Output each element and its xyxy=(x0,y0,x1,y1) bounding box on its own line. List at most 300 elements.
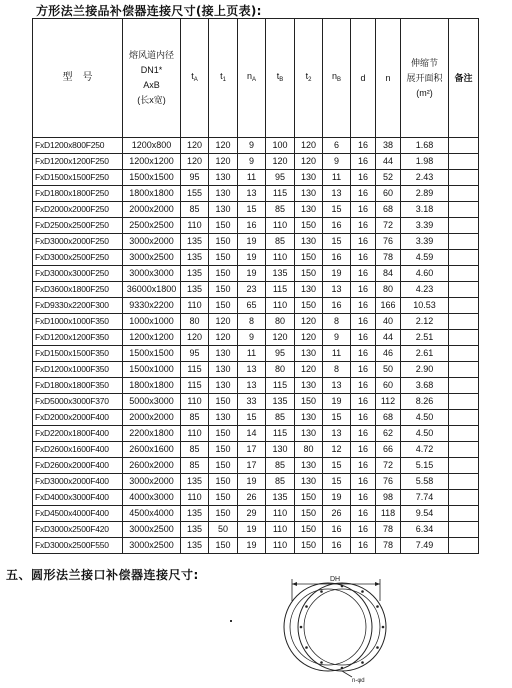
cell-nB: 16 xyxy=(323,298,351,314)
cell-nA: 11 xyxy=(238,346,266,362)
cell-tA: 135 xyxy=(181,506,209,522)
cell-tB: 95 xyxy=(266,346,295,362)
cell-nB: 16 xyxy=(323,218,351,234)
cell-t1: 130 xyxy=(209,186,238,202)
cell-tA: 85 xyxy=(181,202,209,218)
cell-tA: 110 xyxy=(181,218,209,234)
cell-note xyxy=(449,138,479,154)
table-row xyxy=(33,170,479,186)
cell-dn: 2500x2500 xyxy=(123,218,181,234)
cell-nA: 14 xyxy=(238,426,266,442)
cell-t1: 50 xyxy=(209,522,238,538)
cell-d: 16 xyxy=(351,282,376,298)
cell-nB: 15 xyxy=(323,474,351,490)
cell-nA: 17 xyxy=(238,442,266,458)
cell-area: 5.58 xyxy=(401,474,449,490)
cell-nA: 19 xyxy=(238,250,266,266)
cell-n: 76 xyxy=(376,234,401,250)
cell-t2: 150 xyxy=(295,522,323,538)
cell-model: FxD2500x2500F250 xyxy=(33,218,123,234)
cell-model: FxD5000x3000F370 xyxy=(33,394,123,410)
bolt-hole xyxy=(341,585,344,588)
cell-n: 46 xyxy=(376,346,401,362)
cell-nA: 19 xyxy=(238,234,266,250)
table-row xyxy=(33,442,479,458)
cell-n: 60 xyxy=(376,378,401,394)
cell-n: 166 xyxy=(376,298,401,314)
cell-t2: 150 xyxy=(295,298,323,314)
cell-tB: 80 xyxy=(266,362,295,378)
cell-note xyxy=(449,538,479,554)
cell-d: 16 xyxy=(351,250,376,266)
table-continuation-title: 方形法兰接品补偿器连接尺寸(接上页表): xyxy=(36,4,262,18)
cell-dn: 1200x1200 xyxy=(123,330,181,346)
cell-n: 44 xyxy=(376,154,401,170)
cell-t1: 120 xyxy=(209,138,238,154)
cell-model: FxD1200x1000F350 xyxy=(33,362,123,378)
cell-d: 16 xyxy=(351,410,376,426)
cell-note xyxy=(449,266,479,282)
table-row xyxy=(33,538,479,554)
cell-nA: 17 xyxy=(238,458,266,474)
cell-n: 40 xyxy=(376,314,401,330)
cell-tB: 120 xyxy=(266,154,295,170)
cell-n: 60 xyxy=(376,186,401,202)
cell-tB: 85 xyxy=(266,202,295,218)
cell-nB: 15 xyxy=(323,410,351,426)
cell-tA: 120 xyxy=(181,330,209,346)
cell-dn: 1200x1200 xyxy=(123,154,181,170)
cell-dn: 3000x2500 xyxy=(123,250,181,266)
cell-nB: 9 xyxy=(323,154,351,170)
cell-tB: 120 xyxy=(266,330,295,346)
cell-t2: 130 xyxy=(295,378,323,394)
bolt-hole xyxy=(305,646,308,649)
cell-note xyxy=(449,186,479,202)
cell-model: FxD3600x1800F250 xyxy=(33,282,123,298)
cell-note xyxy=(449,282,479,298)
cell-tB: 85 xyxy=(266,458,295,474)
bolt-hole xyxy=(382,626,385,629)
cell-tB: 135 xyxy=(266,266,295,282)
cell-tB: 115 xyxy=(266,186,295,202)
cell-nA: 13 xyxy=(238,362,266,378)
cell-nB: 16 xyxy=(323,522,351,538)
cell-t1: 130 xyxy=(209,378,238,394)
cell-nA: 19 xyxy=(238,538,266,554)
bolt-hole xyxy=(305,605,308,608)
cell-tB: 80 xyxy=(266,314,295,330)
cell-note xyxy=(449,426,479,442)
cell-d: 16 xyxy=(351,442,376,458)
cell-tB: 85 xyxy=(266,474,295,490)
cell-t1: 150 xyxy=(209,506,238,522)
cell-model: FxD2000x2000F400 xyxy=(33,410,123,426)
cell-t2: 150 xyxy=(295,250,323,266)
cell-t2: 130 xyxy=(295,426,323,442)
cell-dn: 4500x4000 xyxy=(123,506,181,522)
cell-t2: 130 xyxy=(295,170,323,186)
cell-n: 98 xyxy=(376,490,401,506)
cell-nB: 19 xyxy=(323,490,351,506)
bolt-hole xyxy=(376,605,379,608)
header-nA: $n_A$ xyxy=(238,19,266,138)
cell-t1: 150 xyxy=(209,458,238,474)
cell-note xyxy=(449,378,479,394)
cell-tA: 135 xyxy=(181,282,209,298)
cell-model: FxD3000x2000F250 xyxy=(33,234,123,250)
cell-n: 78 xyxy=(376,250,401,266)
cell-area: 4.23 xyxy=(401,282,449,298)
cell-area: 4.50 xyxy=(401,426,449,442)
cell-tA: 135 xyxy=(181,250,209,266)
cell-tA: 135 xyxy=(181,538,209,554)
cell-tA: 110 xyxy=(181,298,209,314)
cell-nB: 13 xyxy=(323,378,351,394)
cell-tA: 135 xyxy=(181,266,209,282)
cell-t2: 150 xyxy=(295,394,323,410)
cell-note xyxy=(449,442,479,458)
cell-dn: 3000x2500 xyxy=(123,538,181,554)
cell-area: 2.12 xyxy=(401,314,449,330)
cell-t2: 130 xyxy=(295,234,323,250)
cell-t2: 120 xyxy=(295,314,323,330)
cell-tB: 135 xyxy=(266,490,295,506)
cell-t2: 130 xyxy=(295,346,323,362)
cell-nB: 16 xyxy=(323,538,351,554)
table-row xyxy=(33,410,479,426)
cell-d: 16 xyxy=(351,234,376,250)
bolt-hole xyxy=(361,661,364,664)
cell-t2: 120 xyxy=(295,138,323,154)
cell-area: 4.60 xyxy=(401,266,449,282)
cell-tB: 110 xyxy=(266,298,295,314)
cell-tA: 110 xyxy=(181,394,209,410)
cell-tB: 100 xyxy=(266,138,295,154)
cell-d: 16 xyxy=(351,138,376,154)
cell-area: 3.39 xyxy=(401,218,449,234)
cell-note xyxy=(449,330,479,346)
cell-t1: 130 xyxy=(209,410,238,426)
cell-d: 16 xyxy=(351,266,376,282)
table-row xyxy=(33,298,479,314)
cell-nB: 8 xyxy=(323,362,351,378)
cell-area: 1.98 xyxy=(401,154,449,170)
cell-t1: 120 xyxy=(209,154,238,170)
cell-t1: 120 xyxy=(209,330,238,346)
cell-t1: 150 xyxy=(209,426,238,442)
cell-t2: 120 xyxy=(295,330,323,346)
cell-t2: 130 xyxy=(295,474,323,490)
cell-tA: 135 xyxy=(181,522,209,538)
cell-nA: 15 xyxy=(238,410,266,426)
cell-d: 16 xyxy=(351,218,376,234)
cell-tA: 155 xyxy=(181,186,209,202)
section-5-heading: 五、圆形法兰接口补偿器连接尺寸: xyxy=(6,568,199,582)
cell-t2: 130 xyxy=(295,458,323,474)
cell-model: FxD1800x1800F350 xyxy=(33,378,123,394)
header-tB: $t_B$ xyxy=(266,19,295,138)
cell-nA: 65 xyxy=(238,298,266,314)
cell-d: 16 xyxy=(351,490,376,506)
table-row xyxy=(33,362,479,378)
cell-t1: 130 xyxy=(209,346,238,362)
stray-dot-mark xyxy=(230,620,232,622)
table-row xyxy=(33,202,479,218)
cell-nB: 11 xyxy=(323,346,351,362)
table-row xyxy=(33,458,479,474)
cell-t1: 150 xyxy=(209,298,238,314)
cell-nB: 9 xyxy=(323,330,351,346)
cell-t1: 150 xyxy=(209,474,238,490)
cell-tA: 115 xyxy=(181,378,209,394)
cell-tB: 110 xyxy=(266,506,295,522)
cell-area: 4.50 xyxy=(401,410,449,426)
cell-note xyxy=(449,250,479,266)
cell-n: 112 xyxy=(376,394,401,410)
cell-dn: 2600x2000 xyxy=(123,458,181,474)
header-model: 型 号 xyxy=(33,19,123,138)
cell-tB: 135 xyxy=(266,394,295,410)
cell-tB: 95 xyxy=(266,170,295,186)
cell-t2: 130 xyxy=(295,282,323,298)
cell-model: FxD3000x3000F250 xyxy=(33,266,123,282)
header-duct-inner-diameter: 熔风道内径 DN1* AxB (长x宽) xyxy=(123,19,181,138)
cell-dn: 2200x1800 xyxy=(123,426,181,442)
cell-note xyxy=(449,234,479,250)
cell-tB: 130 xyxy=(266,442,295,458)
cell-note xyxy=(449,490,479,506)
cell-dn: 2600x1600 xyxy=(123,442,181,458)
cell-t2: 150 xyxy=(295,506,323,522)
cell-n: 62 xyxy=(376,426,401,442)
cell-area: 2.43 xyxy=(401,170,449,186)
cell-t2: 150 xyxy=(295,218,323,234)
cell-note xyxy=(449,394,479,410)
cell-note xyxy=(449,522,479,538)
cell-nB: 26 xyxy=(323,506,351,522)
cell-tB: 115 xyxy=(266,378,295,394)
table-row xyxy=(33,394,479,410)
cell-d: 16 xyxy=(351,314,376,330)
cell-d: 16 xyxy=(351,330,376,346)
cell-nB: 19 xyxy=(323,394,351,410)
cell-model: FxD1200x1200F350 xyxy=(33,330,123,346)
round-flange-diagram xyxy=(270,573,395,685)
cell-tB: 85 xyxy=(266,234,295,250)
cell-n: 78 xyxy=(376,522,401,538)
cell-n: 50 xyxy=(376,362,401,378)
cell-area: 2.61 xyxy=(401,346,449,362)
cell-area: 7.49 xyxy=(401,538,449,554)
cell-note xyxy=(449,314,479,330)
cell-nA: 23 xyxy=(238,282,266,298)
header-t2: $t_2$ xyxy=(295,19,323,138)
cell-t1: 120 xyxy=(209,314,238,330)
table-row xyxy=(33,522,479,538)
cell-model: FxD1800x1800F250 xyxy=(33,186,123,202)
cell-model: FxD3000x2500F250 xyxy=(33,250,123,266)
header-note: 备注 xyxy=(449,19,479,138)
cell-dn: 3000x3000 xyxy=(123,266,181,282)
cell-area: 9.54 xyxy=(401,506,449,522)
table-row xyxy=(33,234,479,250)
cell-tA: 80 xyxy=(181,314,209,330)
cell-t1: 150 xyxy=(209,282,238,298)
cell-tA: 115 xyxy=(181,362,209,378)
cell-d: 16 xyxy=(351,346,376,362)
cell-tB: 110 xyxy=(266,538,295,554)
cell-t2: 150 xyxy=(295,266,323,282)
table-row xyxy=(33,346,479,362)
cell-model: FxD1000x1000F350 xyxy=(33,314,123,330)
cell-area: 3.18 xyxy=(401,202,449,218)
cell-dn: 3000x2000 xyxy=(123,474,181,490)
cell-area: 2.90 xyxy=(401,362,449,378)
table-row xyxy=(33,154,479,170)
cell-n: 72 xyxy=(376,218,401,234)
cell-n: 44 xyxy=(376,330,401,346)
cell-dn: 3000x2500 xyxy=(123,522,181,538)
header-n: n xyxy=(376,19,401,138)
cell-nA: 26 xyxy=(238,490,266,506)
cell-d: 16 xyxy=(351,186,376,202)
cell-tA: 120 xyxy=(181,154,209,170)
cell-model: FxD1500x1500F250 xyxy=(33,170,123,186)
cell-note xyxy=(449,410,479,426)
bolt-hole xyxy=(361,590,364,593)
cell-dn: 1200x800 xyxy=(123,138,181,154)
cell-area: 8.26 xyxy=(401,394,449,410)
cell-nA: 19 xyxy=(238,474,266,490)
cell-tB: 115 xyxy=(266,282,295,298)
cell-nB: 13 xyxy=(323,426,351,442)
cell-n: 66 xyxy=(376,442,401,458)
cell-d: 16 xyxy=(351,538,376,554)
cell-nA: 13 xyxy=(238,186,266,202)
header-d: d xyxy=(351,19,376,138)
table-row xyxy=(33,218,479,234)
cell-nA: 8 xyxy=(238,314,266,330)
cell-t2: 80 xyxy=(295,442,323,458)
cell-dn: 1000x1000 xyxy=(123,314,181,330)
bolt-hole xyxy=(320,661,323,664)
table-body xyxy=(33,138,479,554)
cell-dn: 1500x1500 xyxy=(123,346,181,362)
cell-t1: 150 xyxy=(209,442,238,458)
cell-note xyxy=(449,218,479,234)
bolt-hole-label: n-φd xyxy=(352,678,365,684)
cell-area: 7.74 xyxy=(401,490,449,506)
cell-tA: 85 xyxy=(181,458,209,474)
cell-n: 68 xyxy=(376,410,401,426)
cell-d: 16 xyxy=(351,394,376,410)
table-row xyxy=(33,506,479,522)
cell-tB: 85 xyxy=(266,410,295,426)
cell-d: 16 xyxy=(351,154,376,170)
cell-n: 76 xyxy=(376,474,401,490)
cell-model: FxD4000x3000F400 xyxy=(33,490,123,506)
cell-area: 3.68 xyxy=(401,378,449,394)
cell-t1: 150 xyxy=(209,218,238,234)
table-row xyxy=(33,314,479,330)
cell-d: 16 xyxy=(351,170,376,186)
cell-t1: 150 xyxy=(209,234,238,250)
cell-dn: 3000x2000 xyxy=(123,234,181,250)
table-row xyxy=(33,490,479,506)
cell-d: 16 xyxy=(351,522,376,538)
cell-note xyxy=(449,362,479,378)
header-tA: $t_A$ xyxy=(181,19,209,138)
cell-nA: 19 xyxy=(238,266,266,282)
cell-model: FxD3000x2500F420 xyxy=(33,522,123,538)
cell-nA: 19 xyxy=(238,522,266,538)
cell-model: FxD2600x1600F400 xyxy=(33,442,123,458)
cell-t2: 120 xyxy=(295,154,323,170)
cell-model: FxD1200x800F250 xyxy=(33,138,123,154)
cell-model: FxD4500x4000F400 xyxy=(33,506,123,522)
cell-d: 16 xyxy=(351,474,376,490)
cell-note xyxy=(449,170,479,186)
table-row xyxy=(33,250,479,266)
cell-model: FxD3000x2000F400 xyxy=(33,474,123,490)
cell-d: 16 xyxy=(351,378,376,394)
cell-t2: 120 xyxy=(295,362,323,378)
cell-nB: 12 xyxy=(323,442,351,458)
cell-nB: 15 xyxy=(323,458,351,474)
cell-dn: 1800x1800 xyxy=(123,186,181,202)
cell-t1: 130 xyxy=(209,362,238,378)
cell-t1: 150 xyxy=(209,266,238,282)
cell-nB: 13 xyxy=(323,186,351,202)
cell-note xyxy=(449,506,479,522)
cell-nA: 15 xyxy=(238,202,266,218)
cell-nA: 9 xyxy=(238,330,266,346)
cell-model: FxD3000x2500F550 xyxy=(33,538,123,554)
cell-t1: 150 xyxy=(209,394,238,410)
cell-t1: 130 xyxy=(209,170,238,186)
bolt-hole xyxy=(300,626,303,629)
cell-dn: 2000x2000 xyxy=(123,410,181,426)
bolt-hole xyxy=(376,646,379,649)
cell-model: FxD2000x2000F250 xyxy=(33,202,123,218)
cell-model: FxD1200x1200F250 xyxy=(33,154,123,170)
cell-nA: 11 xyxy=(238,170,266,186)
cell-n: 84 xyxy=(376,266,401,282)
cell-n: 118 xyxy=(376,506,401,522)
cell-n: 68 xyxy=(376,202,401,218)
cell-t2: 130 xyxy=(295,410,323,426)
cell-n: 78 xyxy=(376,538,401,554)
cell-dn: 36000x1800 xyxy=(123,282,181,298)
cell-t2: 150 xyxy=(295,490,323,506)
cell-d: 16 xyxy=(351,458,376,474)
cell-tB: 110 xyxy=(266,250,295,266)
cell-nA: 9 xyxy=(238,138,266,154)
table-row xyxy=(33,474,479,490)
cell-area: 4.72 xyxy=(401,442,449,458)
cell-d: 16 xyxy=(351,298,376,314)
header-expansion-area: 伸缩节 展开面积 (m²) xyxy=(401,19,449,138)
cell-nB: 8 xyxy=(323,314,351,330)
cell-tA: 135 xyxy=(181,234,209,250)
cell-nB: 6 xyxy=(323,138,351,154)
header-t1: $t_1$ xyxy=(209,19,238,138)
cell-d: 16 xyxy=(351,506,376,522)
square-flange-dimension-table xyxy=(32,18,479,554)
cell-t1: 150 xyxy=(209,250,238,266)
cell-n: 80 xyxy=(376,282,401,298)
